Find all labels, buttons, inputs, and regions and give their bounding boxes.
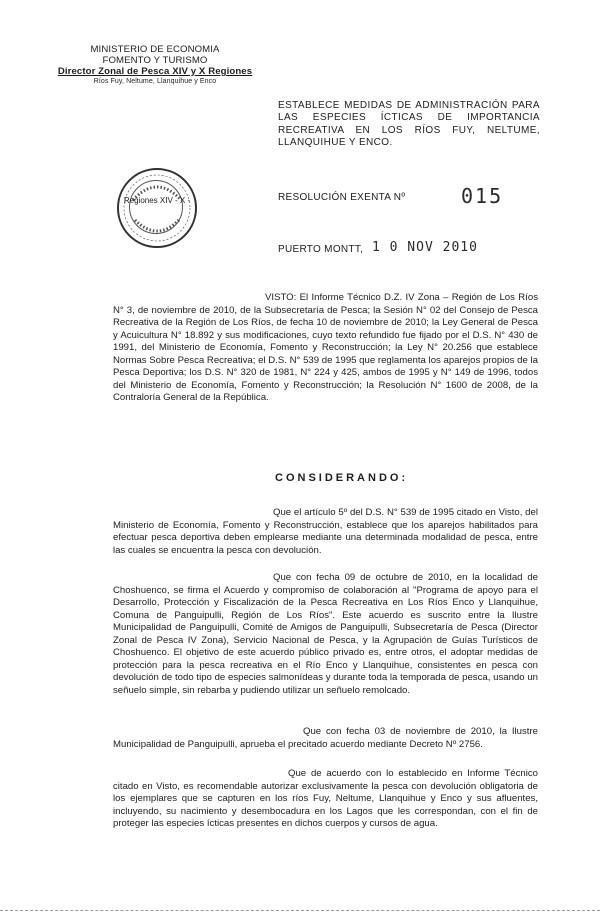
resolution-label: RESOLUCIÓN EXENTA Nº xyxy=(278,192,406,203)
resolution-title: ESTABLECE MEDIDAS DE ADMINISTRACIÓN PARA LAS ESPECIES ÍCTICAS DE IMPORTANCIA RECREATIVA EN LOS RÍOS FUY, NELTUME, LLANQUIHUE Y ENCO. xyxy=(278,100,540,149)
ministry-name: MINISTERIO DE ECONOMIA xyxy=(90,44,220,55)
ministry-header xyxy=(0,44,310,86)
considerando-paragraph-3: Que con fecha 03 de noviembre de 2010, la Ilustre Municipalidad de Panguipulli, aprueba el precitado acuerdo mediante Decreto Nº 2756. xyxy=(113,726,538,750)
visto-paragraph: VISTO: El Informe Técnico D.Z. IV Zona – Región de Los Ríos N° 3, de noviembre de 2010, de la Subsecretaría de Pesca; la Sesión N° 02 del Consejo de Pesca Recreativa de la Región de Los Ríos, de fecha 10 de noviembre de 2010; la Ley General de Pesca y Acuicultura N° 18.892 y sus modificaciones, cuyo texto refundido fue fijado por el D.S. N° 430 de 1991, del Ministerio de Economía, Fomento y Reconstrucción; la Ley N° 20.256 que establece Normas Sobre Pesca Recreativa; el D.S. N° 539 de 1995 que reglamenta los aparejos propios de la Pesca Deportiva; los D.S. N° 320 de 1981, N° 224 y 425, ambos de 1995 y N° 149 de 1996, todos del Ministerio de Economía, Fomento y Reconstrucción; la Resolución N° 1600 de 2008, de la Contraloría General de la República. xyxy=(113,292,538,403)
rivers-subtitle: Ríos Fuy, Neltume, Llanquihue y Enco xyxy=(93,78,217,85)
resolution-number: 015 xyxy=(461,184,504,208)
considerando-heading: CONSIDERANDO: xyxy=(275,472,409,484)
considerando-paragraph-2: Que con fecha 09 de octubre de 2010, en la localidad de Choshuenco, se firma el Acuerdo y compromiso de colaboración al "Programa de apoyo para el Desarrollo, Protección y Fiscalización de la Pesca Recreativa en Los Ríos Enco y Llanquihue, Comuna de Panguipulli, Región de Los Ríos". Este acuerdo es suscrito entre la Ilustre Municipalidad de Panguipulli, Comité de Amigos de Panguipulli, Subsecretaría de Pesca (Director Zonal de Pesca IV Zona), Servicio Nacional de Pesca, y la Agrupación de Guías Turísticos de Choshuenco. El objetivo de este acuerdo público privado es, entre otros, el adoptar medidas de protección para la pesca recreativa en el Río Enco y Llanquihue, consistentes en pesca con devolución de todo tipo de especies salmonídeas y durante toda la temporada de pesca, usando un señuelo simple, sin rebarba y pudiendo utilizar un señuelo remolcado. xyxy=(113,572,538,696)
zonal-director-title: Director Zonal de Pesca XIV y X Regiones xyxy=(57,66,253,77)
seal-regions-text: Regiones XIV - X - xyxy=(123,196,191,205)
seal-inner-ring xyxy=(129,180,183,234)
date-stamp: 1 0 NOV 2010 xyxy=(372,240,478,255)
page-bottom-edge xyxy=(0,910,600,911)
place: PUERTO MONTT, xyxy=(278,244,364,255)
considerando-paragraph-1: Que el artículo 5º del D.S. N° 539 de 1995 citado en Visto, del Ministerio de Economía, Fomento y Reconstrucción, establece que los aparejos habilitados para efectuar pesca deportiva deben emplearse mediante una determinada modalidad de pesca, entre las cuales se encuentra la pesca con devolución. xyxy=(113,507,538,556)
considerando-paragraph-4: Que de acuerdo con lo establecido en Informe Técnico citado en Visto, es recomendable autorizar exclusivamente la pesca con devolución obligatoria de los ejemplares que se capturen en los ríos Fuy, Neltume, Llanquihue y Enco y sus afluentes, incluyendo, su nacimiento y desembocadura en los Lagos que les correspondan, con el fin de proteger las especies ícticas presentes en dichos cuerpos y cursos de agua. xyxy=(113,768,538,829)
ministry-subtitle: FOMENTO Y TURISMO xyxy=(102,55,208,66)
official-seal-icon xyxy=(117,168,197,248)
